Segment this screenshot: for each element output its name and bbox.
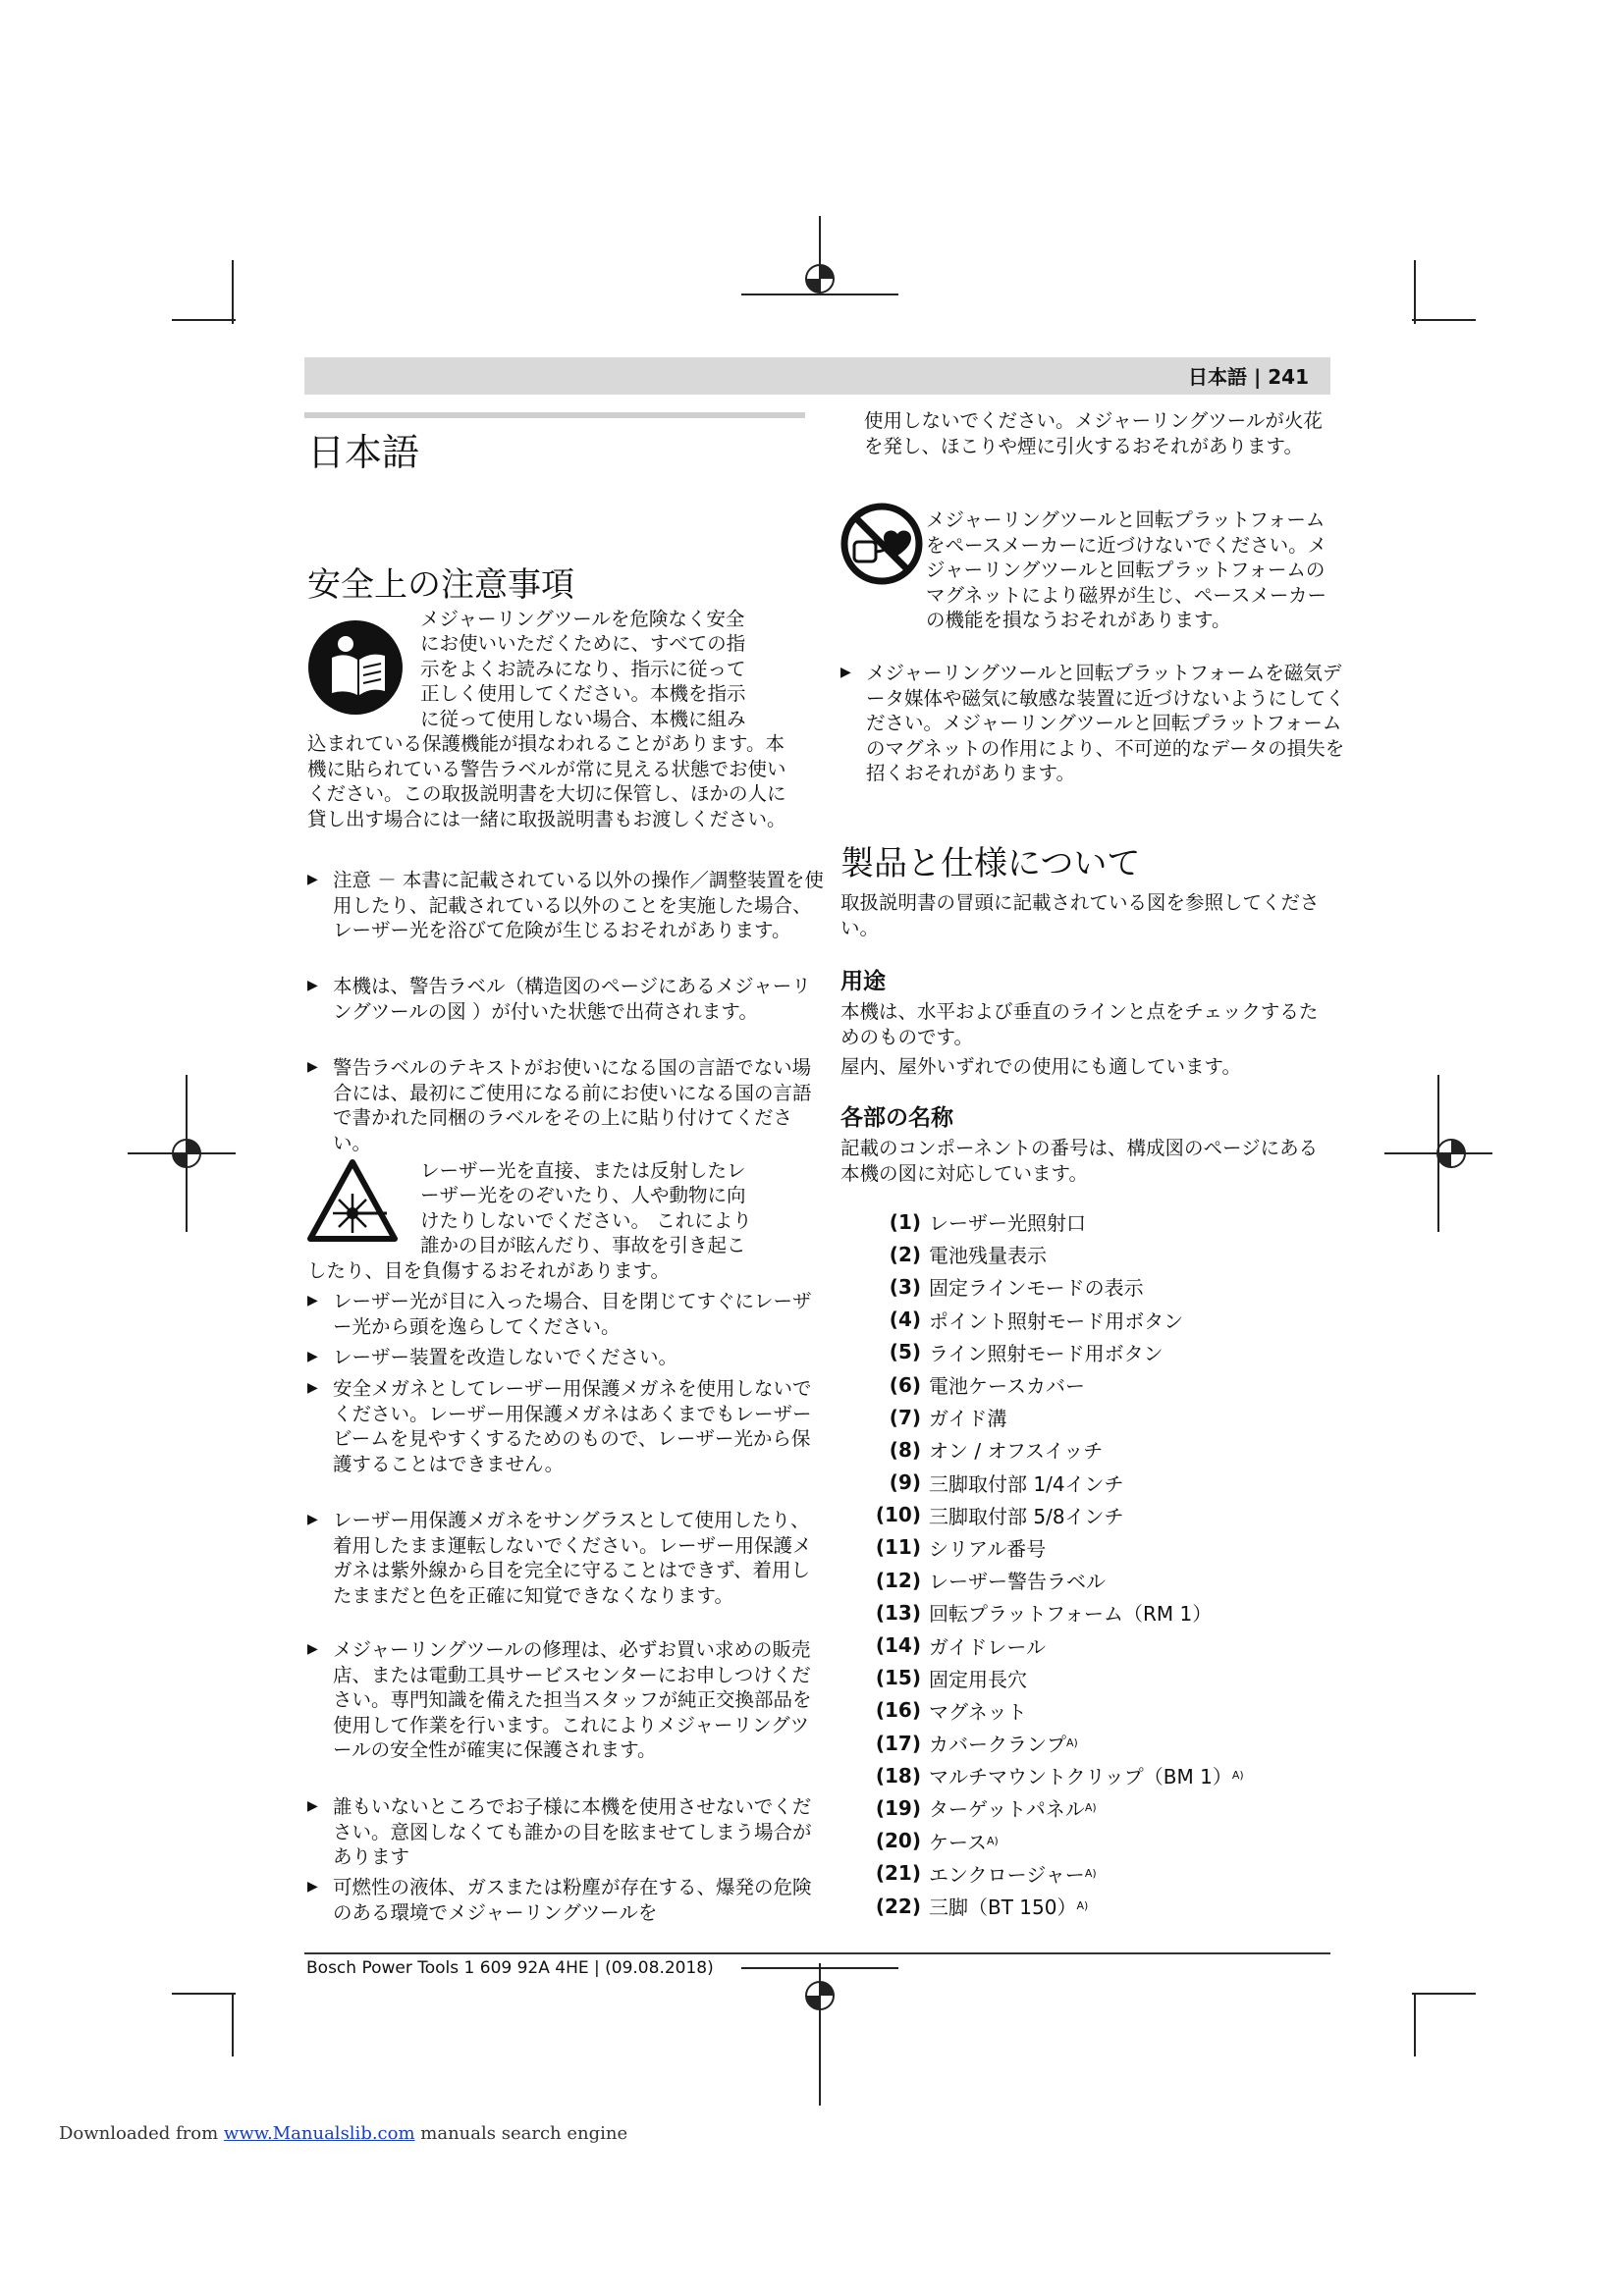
component-item [864, 1304, 1296, 1336]
component-name: マルチマウントクリップ（BM 1） [929, 1765, 1232, 1789]
component-number: (6) [889, 1372, 921, 1397]
use-text: 屋内、屋外いずれでの使用にも適しています。 [840, 1055, 1241, 1078]
component-item [864, 1825, 1296, 1857]
component-name: ポイント照射モード用ボタン [929, 1308, 1184, 1333]
component-name: ガイドレール [929, 1634, 1046, 1659]
crop-mark [232, 1993, 234, 2056]
safety-bullet: ▶ 誰もいないところでお子様に本機を使用させないでください。意図しなくても誰かの目を眩ませてしまう場合があります [307, 1794, 824, 1870]
component-item [864, 1270, 1296, 1303]
intro-line: 示をよくお読みになり、指示に従って [420, 658, 746, 680]
footer-text: Bosch Power Tools 1 609 92A 4HE | (09.08.2018) [306, 1958, 714, 1978]
component-number: (14) [875, 1633, 921, 1658]
component-item [864, 1857, 1296, 1890]
laser-rest: したり、目を負傷するおそれがあります。 [307, 1259, 670, 1282]
component-number: (4) [889, 1308, 921, 1332]
component-name: 固定用長穴 [929, 1667, 1027, 1691]
product-title: 製品と仕様について [840, 844, 1141, 883]
component-number: (3) [889, 1274, 921, 1299]
component-name: レーザー警告ラベル [929, 1570, 1106, 1594]
running-header [304, 357, 1330, 395]
intro-rest: 込まれている保護機能が損なわれることがあります。本機に貼られている警告ラベルが常に見える状態でお使いください。この取扱説明書を大切に保管し、ほかの人に貸し出す場合には一緒に取扱説明書もお渡しください。 [307, 732, 786, 830]
registration-mark-left [128, 1075, 236, 1232]
language-title: 日本語 [307, 431, 420, 474]
safety-bullet: ▶ レーザー光が目に入った場合、目を閉じてすぐにレーザー光から頭を逸らしてください。 [307, 1289, 824, 1339]
crop-mark [172, 1993, 236, 1995]
component-item [864, 1791, 1296, 1824]
read-manual-icon [306, 618, 405, 717]
safety-bullet: ▶ メジャーリングツールと回転プラットフォームを磁気データ媒体や磁気に敏感な装置に近づけないようにしてください。メジャーリングツールと回転プラットフォームのマグネットの作用により、不可逆的なデータの損失を招くおそれがあります。 [840, 661, 1349, 786]
safety-bullet: ▶ 警告ラベルのテキストがお使いになる国の言語でない場合には、最初にご使用になる前にお使いになる国の言語で書かれた同梱のラベルをその上に貼り付けてください。 [307, 1055, 824, 1155]
component-name: 三脚（BT 150） [929, 1896, 1077, 1920]
component-item [864, 1467, 1296, 1499]
component-item [864, 1694, 1296, 1727]
component-item [864, 1596, 1296, 1629]
laser-line: 誰かの目が眩んだり、事故を引き起こ [420, 1234, 746, 1256]
component-number: (22) [875, 1894, 921, 1918]
safety-bullet: ▶ 安全メガネとしてレーザー用保護メガネを使用しないでください。レーザー用保護メガネはあくまでもレーザービームを見やすくするためのもので、レーザー光から保護することはできません。 [307, 1376, 824, 1476]
component-item [864, 1629, 1296, 1661]
component-number: (8) [889, 1437, 921, 1462]
safety-bullet: ▶ メジャーリングツールの修理は、必ずお買い求めの販売店、または電動工具サービスセンターにお申しつけください。専門知識を備えた担当スタッフが純正交換部品を使用して作業を行います。これによりメジャーリングツールの安全性が確実に保護されます。 [307, 1637, 824, 1763]
safety-bullet: ▶ 可燃性の液体、ガスまたは粉塵が存在する、爆発の危険のある環境でメジャーリングツールを [307, 1875, 824, 1925]
component-number: (15) [875, 1666, 921, 1690]
component-list [864, 1205, 1296, 1922]
component-number: (18) [875, 1763, 921, 1788]
component-item [864, 1401, 1296, 1433]
component-name: エンクロージャー [929, 1862, 1085, 1887]
laser-line: ーザー光をのぞいたり、人や動物に向 [420, 1184, 746, 1206]
use-title: 用途 [840, 969, 886, 994]
component-footnote: A) [1231, 1769, 1244, 1783]
intro-line: に従って使用しない場合、本機に組み [420, 708, 746, 730]
component-name: ターゲットパネル [929, 1797, 1085, 1822]
component-item [864, 1564, 1296, 1596]
footer-rule [304, 1952, 1330, 1954]
pacemaker-text: メジャーリングツールと回転プラットフォームをペースメーカーに近づけないでください。メジャーリングツールと回転プラットフォームのマグネットにより磁界が生じ、ペースメーカーの機能を損なうおそれがあります。 [926, 508, 1327, 631]
registration-mark-right [1384, 1075, 1492, 1232]
intro-line: メジャーリングツールを危険なく安全 [420, 608, 745, 630]
title-rule [304, 412, 805, 418]
component-name: 三脚取付部 1/4インチ [929, 1471, 1124, 1496]
component-item [864, 1531, 1296, 1564]
registration-mark-bottom [741, 1963, 898, 2110]
component-number: (20) [875, 1829, 921, 1853]
component-item [864, 1662, 1296, 1694]
component-number: (2) [889, 1242, 921, 1266]
safety-bullet: ▶ レーザー装置を改造しないでください。 [307, 1345, 824, 1370]
crop-mark [1412, 319, 1476, 321]
component-name: カバークランプ [929, 1733, 1066, 1757]
component-item [864, 1205, 1296, 1238]
safety-bullet: ▶ 本機は、警告ラベル（構造図のページにあるメジャーリングツールの図 ）が付いた状態で出荷されます。 [307, 974, 824, 1024]
component-item [864, 1499, 1296, 1531]
component-footnote: A) [1084, 1866, 1097, 1880]
component-name: ケース [929, 1830, 987, 1854]
component-item [864, 1890, 1296, 1922]
parts-title: 各部の名称 [840, 1105, 953, 1131]
component-footnote: A) [987, 1834, 999, 1847]
component-item [864, 1727, 1296, 1759]
safety-bullet: ▶ 注意 － 本書に記載されている以外の操作／調整装置を使用したり、記載されている以外のことを実施した場合、レーザー光を浴びて危険が生じるおそれがあります。 [307, 868, 824, 943]
crop-mark [172, 319, 236, 321]
component-number: (10) [875, 1503, 921, 1527]
component-name: ガイド溝 [929, 1407, 1007, 1431]
component-number: (17) [875, 1731, 921, 1755]
running-title: 日本語 | 241 [1188, 365, 1309, 389]
intro-line: 正しく使用してください。本機を指示 [420, 682, 746, 705]
component-number: (16) [875, 1698, 921, 1723]
continued-text: 使用しないでください。メジャーリングツールが火花を発し、ほこりや煙に引火するおそれがあります。 [864, 409, 1323, 457]
intro-line: にお使いいただくために、すべての指 [420, 632, 746, 655]
component-footnote: A) [1066, 1736, 1078, 1750]
laser-line: けたりしないでください。 これにより [420, 1209, 752, 1232]
crop-mark [1412, 1993, 1476, 1995]
crop-mark [232, 260, 234, 324]
component-name: 三脚取付部 5/8インチ [929, 1504, 1124, 1528]
component-footnote: A) [1084, 1801, 1097, 1815]
component-item [864, 1759, 1296, 1791]
registration-mark-top [741, 216, 898, 334]
component-name: ライン照射モード用ボタン [929, 1341, 1164, 1365]
manualslib-link[interactable]: www.Manualslib.com [223, 2123, 415, 2144]
download-prefix: Downloaded from [59, 2123, 219, 2144]
component-number: (12) [875, 1568, 921, 1592]
safety-bullet: ▶ レーザー用保護メガネをサングラスとして使用したり、着用したまま運転しないでください。レーザー用保護メガネは紫外線から目を完全に守ることはできず、着用したままだと色を正確に知覚できなくなります。 [307, 1508, 824, 1608]
parts-intro: 記載のコンポーネントの番号は、構成図のページにある本機の図に対応しています。 [840, 1137, 1319, 1185]
component-name: 回転プラットフォーム（RM 1） [929, 1602, 1213, 1627]
component-name: 電池残量表示 [929, 1244, 1047, 1268]
component-footnote: A) [1076, 1899, 1089, 1913]
component-name: 電池ケースカバー [929, 1374, 1085, 1399]
download-notice [59, 2123, 627, 2144]
pacemaker-prohibited-icon [840, 503, 923, 585]
use-text: 本機は、水平および垂直のラインと点をチェックするためのものです。 [840, 1000, 1319, 1048]
component-number: (19) [875, 1795, 921, 1820]
download-suffix: manuals search engine [420, 2123, 628, 2144]
component-name: シリアル番号 [929, 1536, 1047, 1561]
component-item [864, 1368, 1296, 1401]
component-item [864, 1238, 1296, 1270]
component-name: マグネット [929, 1699, 1027, 1724]
safety-title: 安全上の注意事項 [307, 565, 574, 605]
product-intro: 取扱説明書の冒頭に記載されている図を参照してください。 [840, 891, 1320, 939]
laser-warning-icon [306, 1158, 399, 1243]
component-number: (11) [875, 1535, 921, 1560]
laser-line: レーザー光を直接、または反射したレ [420, 1159, 746, 1182]
component-number: (7) [889, 1405, 921, 1429]
component-number: (13) [875, 1600, 921, 1625]
crop-mark [1414, 260, 1416, 324]
component-item [864, 1433, 1296, 1466]
component-name: 固定ラインモードの表示 [929, 1276, 1144, 1301]
component-number: (9) [889, 1470, 921, 1495]
component-number: (1) [889, 1209, 921, 1234]
component-name: レーザー光照射口 [929, 1211, 1086, 1236]
crop-mark [1414, 1993, 1416, 2056]
component-number: (21) [875, 1861, 921, 1886]
component-item [864, 1336, 1296, 1368]
component-name: オン / オフスイッチ [929, 1439, 1104, 1464]
component-number: (5) [889, 1340, 921, 1364]
